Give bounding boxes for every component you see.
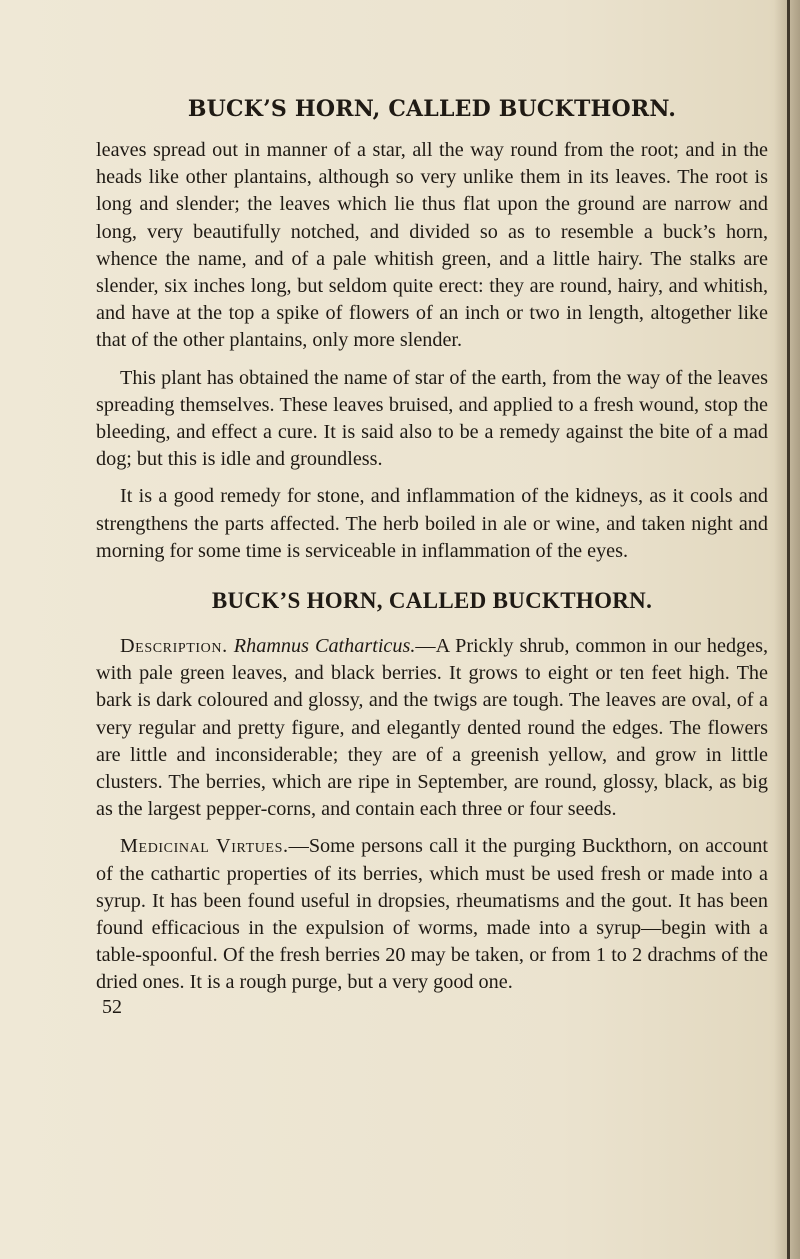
page-edge-line: [787, 0, 790, 1259]
description-text: —A Prickly shrub, common in our hedges, with pale green leaves, and black berries. It grows to eight or ten feet high. The bark is dark coloured and glossy, and the twigs are tough. The leaves are oval, of a very regular and pretty figure, and elegantly dented round the edges. The flowers are little and inconsiderable; they are of a greenish yellow, and grow in little clusters. The berries, which are ripe in September, are round, glossy, black, as big as the largest pepper-corns, and contain each three or four seeds.: [96, 635, 768, 821]
page-number: 52: [102, 995, 122, 1018]
running-head: BUCK’S HORN, CALLED BUCKTHORN.: [187, 96, 677, 122]
page-content: [96, 95, 768, 1019]
virtues-text: —Some persons call it the purging Buckthorn, on account of the cathartic properties of its berries, which must be used fresh or made into a syrup. It has been found useful in dropsies, rheumatisms and the gout. It has been found efficacious in the expulsion of worms, made into a syrup—begin with a table-spoonful. Of the fresh berries 20 may be taken, or from 1 to 2 drachms of the dried ones. It is a rough purge, but a very good one.: [96, 835, 768, 994]
description-label: Description.: [120, 635, 228, 658]
description-paragraph: [96, 633, 768, 823]
virtues-label: Medicinal Virtues.: [120, 835, 289, 858]
paragraph-leaves: leaves spread out in manner of a star, all the way round from the root; and in the heads like other plantains, although so very unlike them in its leaves. The root is long and slender; the leaves which lie thus flat upon the ground are narrow and long, very beautifully notched, and divided so as to resemble a buck’s horn, whence the name, and of a pale whitish green, and a little hairy. The stalks are slender, six inches long, but seldom quite erect: they are round, hairy, and whitish, and have at the top a spike of flowers of an inch or two in length, altogether like that of the other plantains, only more slender.: [96, 139, 768, 352]
paragraph-star-of-earth: This plant has obtained the name of star of the earth, from the way of the leaves spreading themselves. These leaves bruised, and applied to a fresh wound, stop the bleeding, and effect a cure. It is said also to be a remedy against the bite of a mad dog; but this is idle and groundless.: [96, 366, 768, 471]
virtues-paragraph: [96, 833, 768, 996]
paragraph-remedy-stone: It is a good remedy for stone, and inflammation of the kidneys, as it cools and strengthens the parts affected. The herb boiled in ale or wine, and taken night and morning for some time is serviceable in inflammation of the eyes.: [96, 485, 768, 562]
latin-name: Rhamnus Catharticus.: [233, 635, 416, 658]
section-title: BUCK’S HORN, CALLED BUCKTHORN.: [211, 588, 653, 614]
